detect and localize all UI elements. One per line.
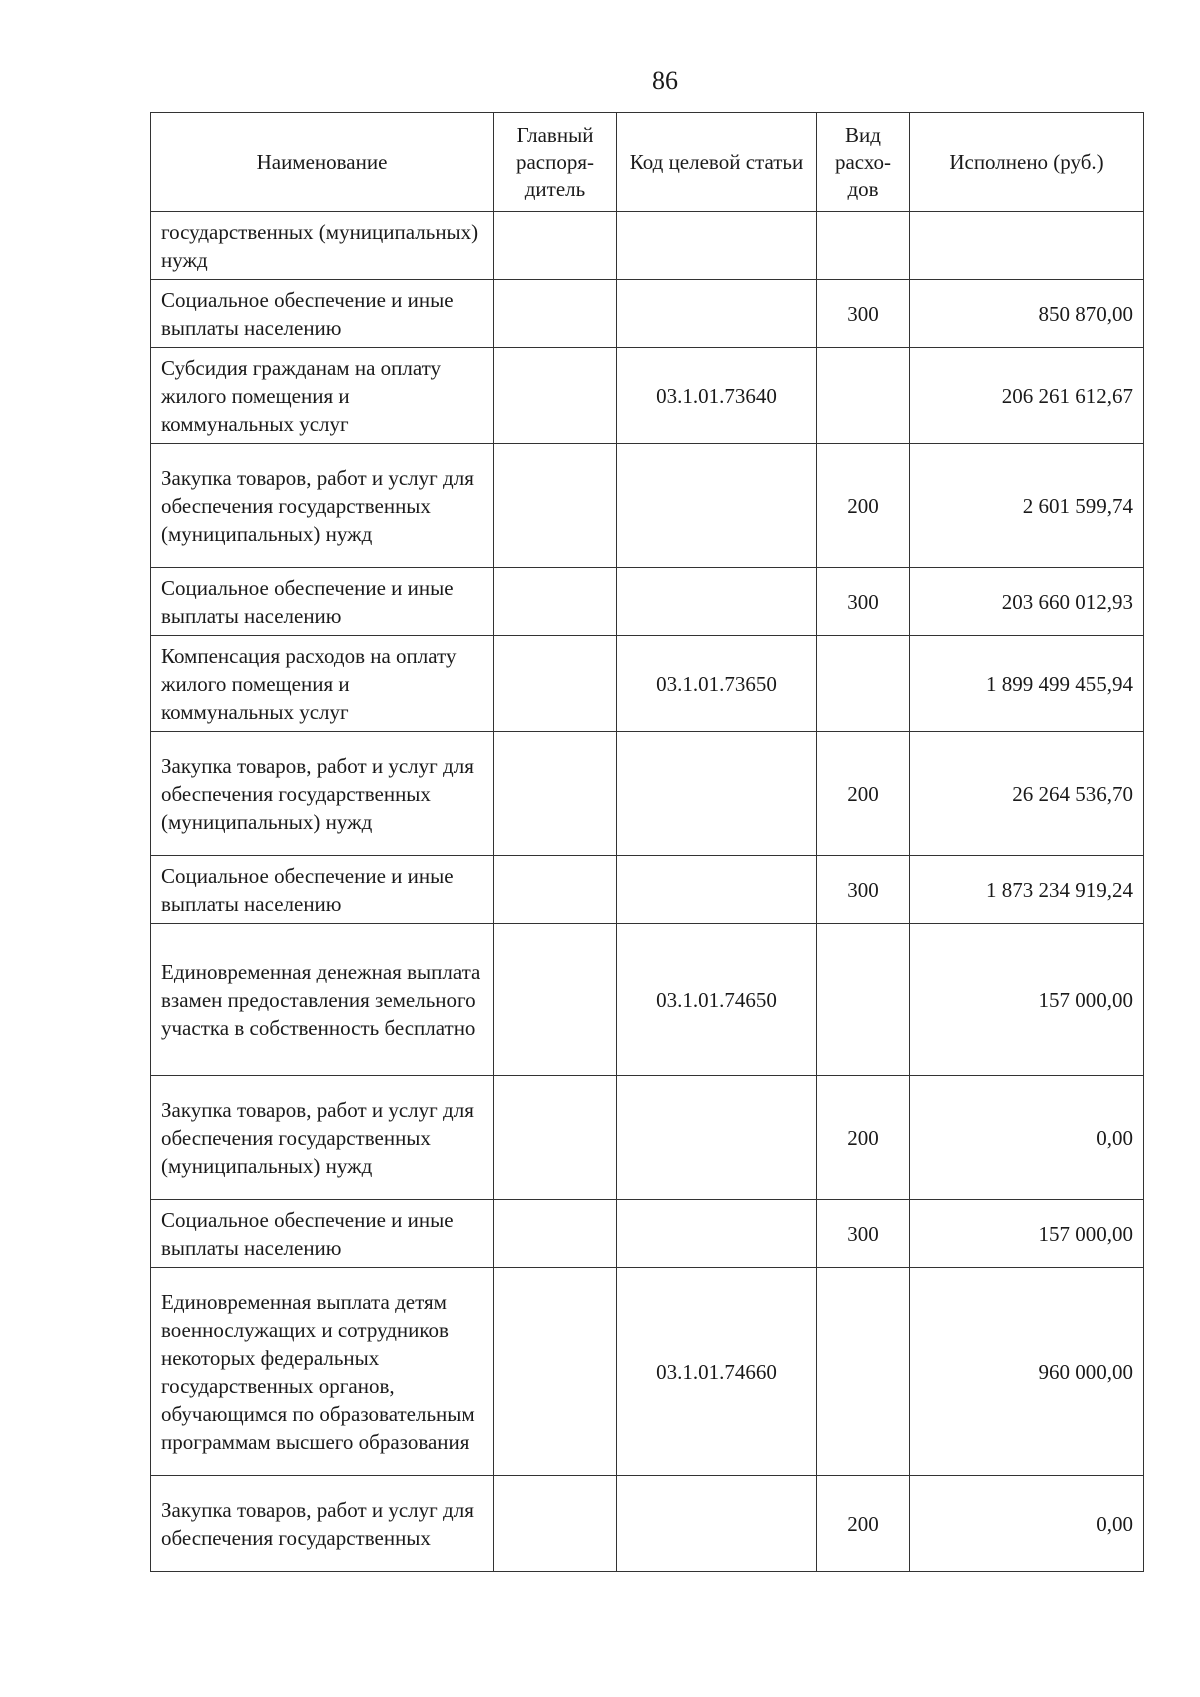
row-code <box>617 856 817 924</box>
table-row <box>151 1200 1144 1268</box>
row-name: Единовременная выплата детям военнослужащих и сотрудников некоторых федеральных государственных органов, обучающимся по образовательным программам высшего образования <box>151 1268 494 1476</box>
header-name: Наименование <box>151 113 494 212</box>
row-manager <box>494 732 617 856</box>
row-code <box>617 1476 817 1572</box>
row-kind: 200 <box>817 732 910 856</box>
row-name: Социальное обеспечение и иные выплаты населению <box>151 568 494 636</box>
row-code <box>617 1076 817 1200</box>
row-amount: 0,00 <box>910 1076 1144 1200</box>
row-kind <box>817 636 910 732</box>
row-name: Закупка товаров, работ и услуг для обеспечения государственных <box>151 1476 494 1572</box>
table-row <box>151 856 1144 924</box>
row-amount: 157 000,00 <box>910 924 1144 1076</box>
row-amount: 0,00 <box>910 1476 1144 1572</box>
table-row <box>151 636 1144 732</box>
row-manager <box>494 856 617 924</box>
row-name: Социальное обеспечение и иные выплаты населению <box>151 280 494 348</box>
row-name: Закупка товаров, работ и услуг для обеспечения государственных (муниципальных) нужд <box>151 444 494 568</box>
row-name: Субсидия гражданам на оплату жилого помещения и коммунальных услуг <box>151 348 494 444</box>
row-code <box>617 732 817 856</box>
row-amount: 26 264 536,70 <box>910 732 1144 856</box>
table-row <box>151 1476 1144 1572</box>
row-manager <box>494 348 617 444</box>
row-amount: 1 873 234 919,24 <box>910 856 1144 924</box>
row-amount: 960 000,00 <box>910 1268 1144 1476</box>
row-amount: 2 601 599,74 <box>910 444 1144 568</box>
row-code <box>617 568 817 636</box>
row-code <box>617 280 817 348</box>
row-code <box>617 212 817 280</box>
row-kind <box>817 1268 910 1476</box>
row-manager <box>494 636 617 732</box>
table-row <box>151 280 1144 348</box>
row-name: Закупка товаров, работ и услуг для обеспечения государственных (муниципальных) нужд <box>151 1076 494 1200</box>
row-kind: 200 <box>817 1476 910 1572</box>
row-manager <box>494 280 617 348</box>
row-code: 03.1.01.74650 <box>617 924 817 1076</box>
row-manager <box>494 1476 617 1572</box>
row-manager <box>494 1076 617 1200</box>
header-executed: Исполнено (руб.) <box>910 113 1144 212</box>
row-kind: 200 <box>817 444 910 568</box>
row-manager <box>494 568 617 636</box>
row-kind <box>817 924 910 1076</box>
row-name: государственных (муниципальных) нужд <box>151 212 494 280</box>
table-row <box>151 444 1144 568</box>
row-name: Закупка товаров, работ и услуг для обеспечения государственных (муниципальных) нужд <box>151 732 494 856</box>
table-row <box>151 568 1144 636</box>
row-amount: 1 899 499 455,94 <box>910 636 1144 732</box>
row-manager <box>494 1200 617 1268</box>
budget-table <box>150 112 1144 1572</box>
row-name: Социальное обеспечение и иные выплаты населению <box>151 856 494 924</box>
row-code <box>617 1200 817 1268</box>
row-name: Единовременная денежная выплата взамен предоставления земельного участка в собственность бесплатно <box>151 924 494 1076</box>
row-amount: 206 261 612,67 <box>910 348 1144 444</box>
table-row <box>151 348 1144 444</box>
row-amount: 157 000,00 <box>910 1200 1144 1268</box>
row-manager <box>494 212 617 280</box>
row-kind: 300 <box>817 280 910 348</box>
page-number: 86 <box>652 66 678 95</box>
table-row <box>151 1268 1144 1476</box>
table-row <box>151 732 1144 856</box>
row-amount <box>910 212 1144 280</box>
row-code: 03.1.01.73640 <box>617 348 817 444</box>
table-row <box>151 1076 1144 1200</box>
table-row <box>151 212 1144 280</box>
row-amount: 850 870,00 <box>910 280 1144 348</box>
row-amount: 203 660 012,93 <box>910 568 1144 636</box>
table-header-row <box>151 113 1144 212</box>
row-name: Социальное обеспечение и иные выплаты населению <box>151 1200 494 1268</box>
row-manager <box>494 924 617 1076</box>
row-code: 03.1.01.74660 <box>617 1268 817 1476</box>
row-code <box>617 444 817 568</box>
row-kind: 300 <box>817 1200 910 1268</box>
row-name: Компенсация расходов на оплату жилого помещения и коммунальных услуг <box>151 636 494 732</box>
table-row <box>151 924 1144 1076</box>
row-kind <box>817 212 910 280</box>
header-manager: Главный распоря-дитель <box>494 113 617 212</box>
row-kind <box>817 348 910 444</box>
header-target-code: Код целевой статьи <box>617 113 817 212</box>
row-kind: 200 <box>817 1076 910 1200</box>
header-expense-type: Вид расхо-дов <box>817 113 910 212</box>
row-kind: 300 <box>817 856 910 924</box>
row-code: 03.1.01.73650 <box>617 636 817 732</box>
row-manager <box>494 1268 617 1476</box>
row-kind: 300 <box>817 568 910 636</box>
row-manager <box>494 444 617 568</box>
